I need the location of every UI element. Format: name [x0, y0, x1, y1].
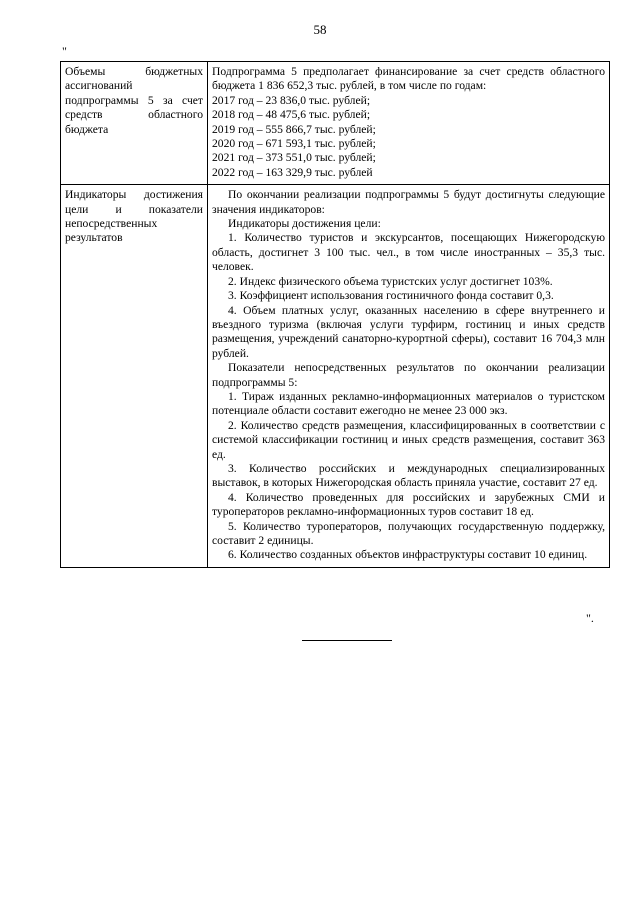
budget-year-line: 2021 год – 373 551,0 тыс. рублей; [212, 151, 376, 165]
separator-line [302, 640, 392, 641]
budget-year-line: 2017 год – 23 836,0 тыс. рублей; [212, 93, 371, 107]
opening-quote-mark: " [62, 44, 67, 58]
results-heading: Показатели непосредственных результатов по окончании реализации подпрограммы 5: [212, 361, 605, 389]
indicators-heading: Индикаторы достижения цели: [228, 217, 381, 231]
result-item: 2. Количество средств размещения, классифицированных в соответствии с системой классификации гостиниц и иных средств размещения, составит 363 ед. [212, 418, 605, 461]
result-item: 5. Количество туроператоров, получающих государственную поддержку, составит 2 единицы. [212, 519, 605, 547]
row-content-indicators [208, 185, 610, 568]
indicator-item: 2. Индекс физического объема туристских услуг достигнет 103%. [228, 274, 553, 288]
budget-year-line: 2018 год – 48 475,6 тыс. рублей; [212, 108, 371, 122]
indicator-item: 1. Количество туристов и экскурсантов, посещающих Нижегородскую область, достигнет 3 100 тыс. чел., в том числе иностранных – 35,3 тыс. человек. [212, 231, 605, 274]
passport-table [60, 61, 610, 568]
table-row [61, 185, 610, 568]
indicator-item: 4. Объем платных услуг, оказанных населению в сфере внутреннего и въездного туризма (включая услуги турфирм, гостиниц и иных средств размещения, учреждений санаторно-курортной сферы), составит 16 704,3 млн рублей. [212, 303, 605, 360]
table-row [61, 62, 610, 185]
budget-year-line: 2020 год – 671 593,1 тыс. рублей; [212, 137, 376, 151]
row-content-budget [208, 62, 610, 185]
indicator-item: 3. Коэффициент использования гостиничного фонда составит 0,3. [228, 289, 554, 303]
result-item: 3. Количество российских и международных специализированных выставок, в которых Нижегородская область приняла участие, составит 27 ед. [212, 461, 605, 490]
budget-year-line: 2022 год – 163 329,9 тыс. рублей [212, 165, 373, 179]
result-item: 4. Количество проведенных для российских и зарубежных СМИ и туроператоров рекламно-информационных туров составит 18 ед. [212, 490, 605, 519]
indicators-intro-paragraph: По окончании реализации подпрограммы 5 будут достигнуты следующие значения индикаторов: [212, 188, 605, 216]
result-item: 6. Количество созданных объектов инфраструктуры составит 10 единиц. [228, 548, 588, 562]
result-item: 1. Тираж изданных рекламно-информационных материалов о туристском потенциале области составит ежегодно не менее 23 000 экз. [212, 389, 605, 418]
closing-quote-mark: ". [586, 611, 594, 625]
row-label-indicators: Индикаторы достижения цели и показатели непосредственных результатов [61, 185, 208, 568]
row-label-budget: Объемы бюджетных ассигнований подпрограммы 5 за счет средств областного бюджета [61, 62, 208, 185]
page-number: 58 [313, 22, 327, 37]
budget-year-line: 2019 год – 555 866,7 тыс. рублей; [212, 122, 376, 136]
budget-intro-text: Подпрограмма 5 предполагает финансирование за счет средств областного бюджета 1 836 652,3 тыс. рублей, в том числе по годам: [212, 65, 605, 93]
